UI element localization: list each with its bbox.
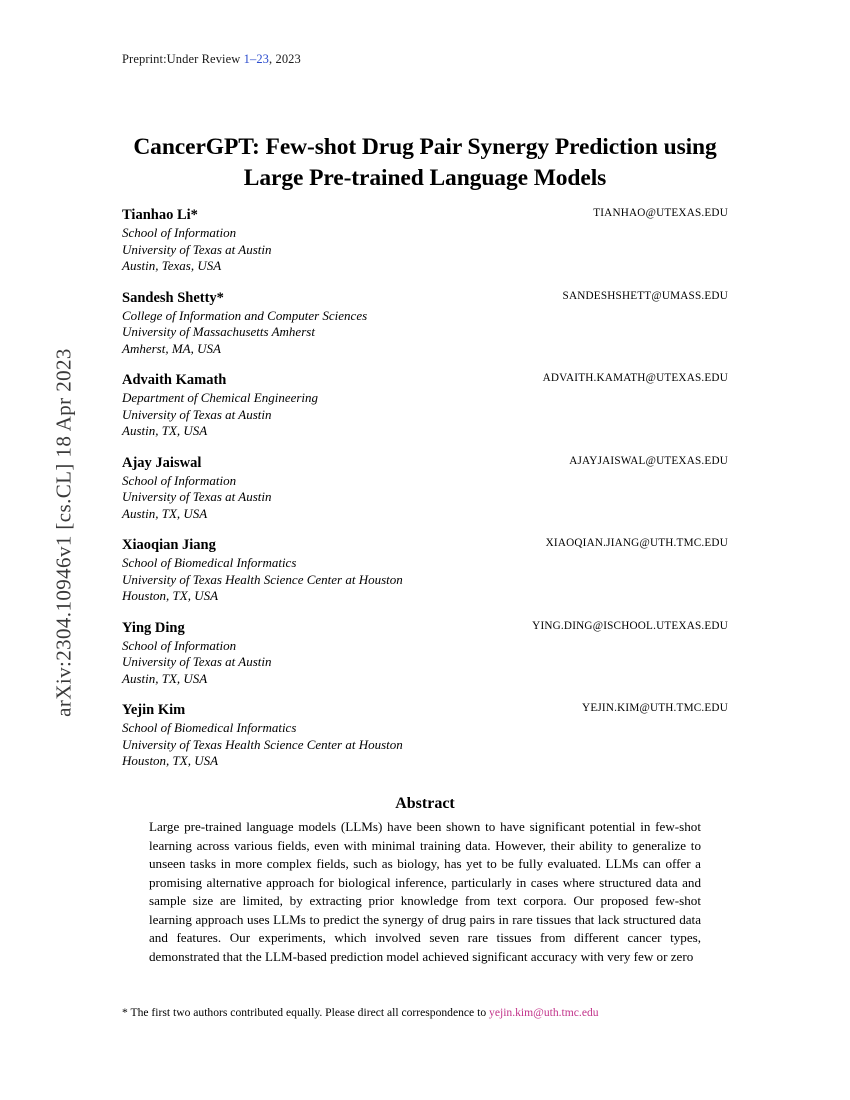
author-entry (122, 370, 728, 440)
author-email[interactable]: ADVAITH.KAMATH@UTEXAS.EDU (542, 372, 728, 384)
author-affiliation-line: University of Texas Health Science Center at Houston (122, 736, 403, 752)
running-head-prefix: Preprint:Under Review (122, 52, 241, 66)
author-affiliation-line: University of Texas at Austin (122, 406, 272, 422)
author-affiliation-line: School of Biomedical Informatics (122, 555, 297, 570)
author-name: Ajay Jaiswal (122, 454, 202, 471)
author-affiliation-line: University of Texas at Austin (122, 241, 272, 257)
author-email[interactable]: TIANHAO@UTEXAS.EDU (593, 207, 728, 219)
author-affiliation-line: School of Information (122, 637, 237, 653)
arxiv-identifier-stamp: arXiv:2304.10946v1 [cs.CL] 18 Apr 2023 (51, 348, 76, 717)
author-affiliation-line: School of Information (122, 225, 237, 240)
author-email[interactable]: AJAYJAISWAL@UTEXAS.EDU (569, 454, 728, 467)
abstract-heading: Abstract (395, 795, 455, 812)
author-name: Tianhao Li* (122, 207, 198, 223)
running-head-page-range[interactable]: 1–23 (243, 52, 270, 66)
author-affiliation-line: School of Information (122, 472, 237, 488)
author-affiliation-line: Amherst, MA, USA (122, 340, 221, 356)
author-affiliation-line: College of Information and Computer Sciences (122, 307, 368, 323)
author-affiliation-line: School of Biomedical Informatics (122, 720, 297, 735)
abstract-text: Large pre-trained language models (LLMs) have been shown to have significant potential in few-shot learning across various fields, even with minimal training data. However, their ability to generalize to unseen tasks in more complex fields, such as biology, has yet to be fully evaluated. LLMs can offer a promising alternative approach for biological inference, particularly in cases where structured data and sample size are limited, by extracting prior knowledge from text corpora. Our proposed few-shot learning approach uses LLMs to predict the synergy of drug pairs in rare tissues that lack structured data and features. Our experiments, which involved seven rare tissues from different cancer types, demonstrated that the LLM-based prediction model achieved significant accuracy with very few or zero (149, 819, 701, 965)
paper-content (122, 0, 728, 1100)
footnote (122, 1005, 728, 1021)
author-affiliation-line: University of Texas at Austin (122, 654, 272, 669)
author-affiliation-line: Department of Chemical Engineering (122, 390, 319, 405)
running-head (122, 52, 301, 67)
author-affiliation-line: University of Texas Health Science Center at Houston (122, 571, 403, 587)
running-head-year: , 2023 (269, 52, 301, 66)
author-email[interactable]: SANDESHSHETT@UMASS.EDU (562, 289, 728, 302)
author-email[interactable]: XIAOQIAN.JIANG@UTH.TMC.EDU (545, 537, 728, 549)
author-email[interactable]: YEJIN.KIM@UTH.TMC.EDU (582, 702, 728, 714)
author-entry (122, 700, 728, 770)
author-name: Yejin Kim (122, 702, 186, 718)
author-entry (122, 453, 728, 523)
author-affiliation-line: Austin, TX, USA (122, 505, 208, 521)
author-email[interactable]: YING.DING@ISCHOOL.UTEXAS.EDU (532, 619, 728, 632)
author-affiliation-line: University of Massachusetts Amherst (122, 324, 315, 339)
author-affiliation-line: University of Texas at Austin (122, 489, 272, 504)
author-affiliation-line: Austin, TX, USA (122, 423, 208, 438)
author-name: Advaith Kamath (122, 372, 227, 388)
author-entry (122, 618, 728, 688)
author-name: Ying Ding (122, 619, 185, 636)
author-affiliation-line: Houston, TX, USA (122, 753, 219, 768)
author-affiliation-line: Houston, TX, USA (122, 588, 219, 603)
author-list (122, 205, 728, 783)
author-affiliation-line: Austin, Texas, USA (122, 258, 222, 273)
author-affiliation-line: Austin, TX, USA (122, 670, 208, 686)
footnote-email-link[interactable]: yejin.kim@uth.tmc.edu (489, 1006, 599, 1019)
page-title: CancerGPT: Few-shot Drug Pair Synergy Prediction using Large Pre-trained Language Models (133, 134, 717, 192)
footnote-text: * The first two authors contributed equally. Please direct all correspondence to (122, 1006, 490, 1019)
author-entry (122, 205, 728, 275)
author-name: Sandesh Shetty* (122, 289, 224, 306)
author-entry (122, 535, 728, 605)
author-entry (122, 288, 728, 358)
author-name: Xiaoqian Jiang (122, 537, 216, 553)
